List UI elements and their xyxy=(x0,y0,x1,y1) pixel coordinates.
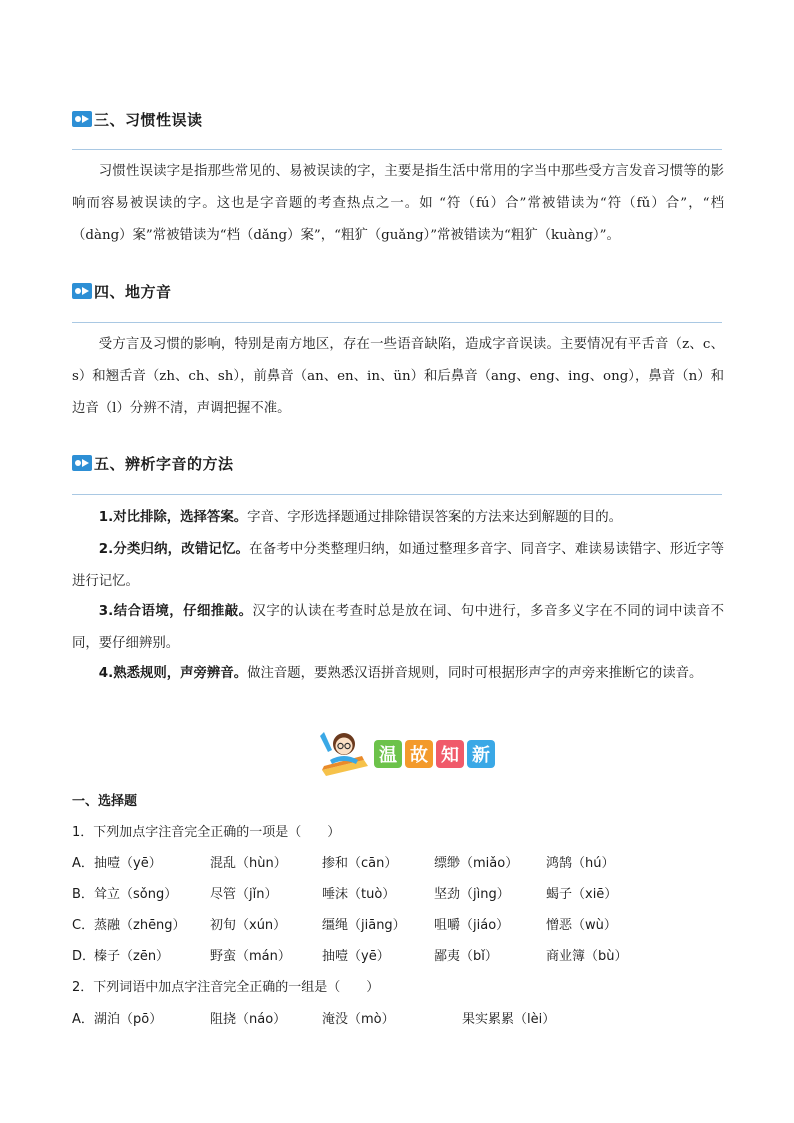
banner-char: 新 xyxy=(467,740,495,768)
option-label: A． xyxy=(72,1012,94,1027)
question-stem: 1．下列加点字注音完全正确的一项是（ ） xyxy=(72,825,341,840)
banner-char: 知 xyxy=(436,740,464,768)
method-text: 在备考中分类整理归纳，如通过整理多音字、同音字、难读易读错字、形近字等进行记忆。 xyxy=(72,542,725,589)
option-item: 鄙夷（bǐ） xyxy=(434,949,498,964)
option-item: 商业簿（bù） xyxy=(546,949,628,964)
section-heading-5 xyxy=(72,450,234,476)
option-label: A． xyxy=(72,856,94,871)
arrow-badge-icon xyxy=(72,111,92,127)
option-item: 蒸融（zhēng） xyxy=(94,918,186,933)
banner-char: 故 xyxy=(405,740,433,768)
exercise-heading: 一、选择题 xyxy=(72,794,138,809)
option-item: 憎恶（wù） xyxy=(546,918,617,933)
method-item xyxy=(72,658,724,690)
section-heading-4 xyxy=(72,278,172,304)
method-item xyxy=(72,596,724,660)
student-illustration-icon xyxy=(318,730,372,776)
arrow-badge-icon xyxy=(72,455,92,471)
section-title: 五、辨析字音的方法 xyxy=(94,454,234,473)
option-item: 唾沫（tuò） xyxy=(322,887,396,902)
method-item xyxy=(72,502,724,534)
method-lead: 2.分类归纳，改错记忆。 xyxy=(98,542,250,557)
option-item: 抽噎（yē） xyxy=(94,856,162,871)
section-divider xyxy=(72,322,722,323)
option-item: 野蛮（mán） xyxy=(210,949,291,964)
option-label: C． xyxy=(72,918,95,933)
section-heading-3 xyxy=(72,106,203,132)
method-lead: 4.熟悉规则，声旁辨音。 xyxy=(98,666,248,681)
option-item: 缥缈（miǎo） xyxy=(434,856,519,871)
method-lead: 1.对比排除，选择答案。 xyxy=(98,510,248,525)
method-lead: 3.结合语境，仔细推敲。 xyxy=(98,604,253,619)
section-divider xyxy=(72,149,722,150)
option-item: 阻挠（náo） xyxy=(210,1012,287,1027)
arrow-badge-icon xyxy=(72,283,92,299)
method-text: 汉字的认读在考查时总是放在词、句中进行，多音多义字在不同的词中读音不同，要仔细辨别。 xyxy=(72,604,725,651)
option-item: 果实累累（lèi） xyxy=(462,1012,556,1027)
option-item: 咀嚼（jiáo） xyxy=(434,918,510,933)
method-text: 字音、字形选择题通过排除错误答案的方法来达到解题的目的。 xyxy=(247,510,623,525)
section-body: 受方言及习惯的影响，特别是南方地区，存在一些语音缺陷，造成字音误读。主要情况有平舌音（z、c、s）和翘舌音（zh、ch、sh），前鼻音（an、en、in、ün）和后鼻音（ang、eng、ing、ong），鼻音（n）和边音（l）分辨不清，声调把握不准。 xyxy=(72,337,724,416)
option-label: B． xyxy=(72,887,94,902)
option-item: 坚劲（jìng） xyxy=(434,887,510,902)
option-item: 掺和（cān） xyxy=(322,856,398,871)
option-item: 尽管（jǐn） xyxy=(210,887,278,902)
option-item: 淹没（mò） xyxy=(322,1012,395,1027)
section-body: 习惯性误读字是指那些常见的、易被误读的字，主要是指生活中常用的字当中那些受方言发音习惯等的影响而容易被误读的字。这也是字音题的考查热点之一。如 “符（fú）合”常被错读为“符（fǔ）合”，“档（dàng）案”常被错读为“档（dǎng）案”，“粗犷（guǎng）”常被错读为“粗犷（kuàng）”。 xyxy=(72,164,724,243)
option-item: 蝎子（xiē） xyxy=(546,887,618,902)
option-item: 初旬（xún） xyxy=(210,918,287,933)
section-title: 三、习惯性误读 xyxy=(94,110,203,129)
option-item: 混乱（hùn） xyxy=(210,856,287,871)
method-text: 做注音题，要熟悉汉语拼音规则，同时可根据形声字的声旁来推断它的读音。 xyxy=(247,666,703,681)
option-item: 鸿鹄（hú） xyxy=(546,856,615,871)
review-banner xyxy=(374,740,495,768)
banner-char: 温 xyxy=(374,740,402,768)
option-item: 湖泊（pō） xyxy=(94,1012,163,1027)
section-divider xyxy=(72,494,722,495)
option-label: D． xyxy=(72,949,96,964)
method-item xyxy=(72,534,724,598)
option-item: 抽噎（yē） xyxy=(322,949,390,964)
option-item: 缰绳（jiāng） xyxy=(322,918,406,933)
option-item: 榛子（zēn） xyxy=(94,949,170,964)
section-title: 四、地方音 xyxy=(94,282,172,301)
question-stem: 2．下列词语中加点字注音完全正确的一组是（ ） xyxy=(72,980,380,995)
option-item: 耸立（sǒng） xyxy=(94,887,178,902)
